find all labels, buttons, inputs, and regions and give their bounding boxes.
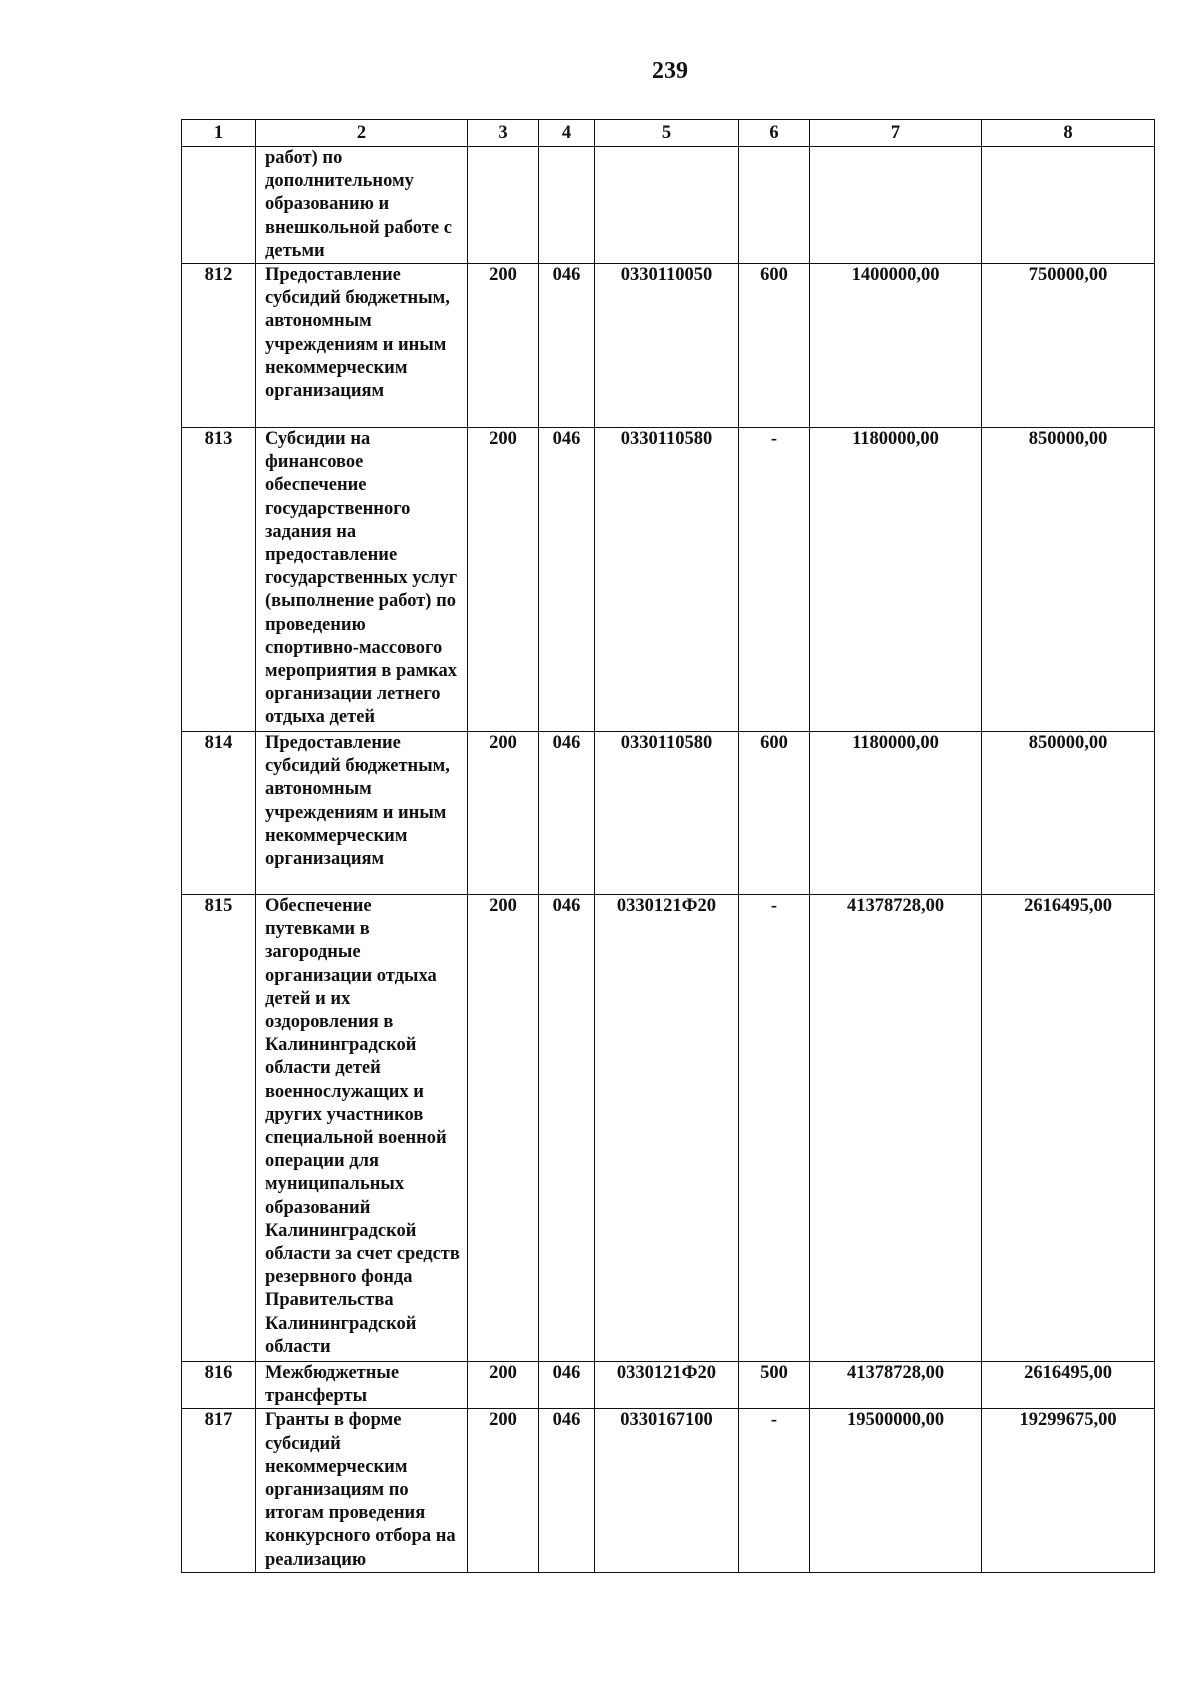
row-number: 815 (182, 895, 256, 1362)
table-row (182, 895, 1155, 1362)
row-col-4: 046 (539, 895, 595, 1362)
row-number: 813 (182, 428, 256, 732)
row-col-8 (982, 147, 1155, 264)
row-col-5: 0330167100 (595, 1409, 739, 1572)
row-col-6 (739, 147, 810, 264)
row-col-5: 0330121Ф20 (595, 1362, 739, 1409)
table-row (182, 428, 1155, 732)
row-col-7 (810, 147, 982, 264)
row-col-8: 2616495,00 (982, 1362, 1155, 1409)
header-col-5: 5 (595, 120, 739, 147)
header-col-8: 8 (982, 120, 1155, 147)
row-col-6: - (739, 895, 810, 1362)
table-row (182, 264, 1155, 428)
row-col-7: 1400000,00 (810, 264, 982, 428)
row-col-3: 200 (468, 895, 539, 1362)
row-col-3: 200 (468, 1362, 539, 1409)
row-col-3: 200 (468, 264, 539, 428)
row-col-5: 0330110580 (595, 732, 739, 895)
row-number: 817 (182, 1409, 256, 1572)
row-name: Субсидии на финансовое обеспечение государственного задания на предоставление государственных услуг (выполнение работ) по проведению спортивно-массового мероприятия в рамках организации летнего отдыха детей (256, 428, 468, 732)
header-col-2: 2 (256, 120, 468, 147)
row-col-4: 046 (539, 1362, 595, 1409)
budget-table (181, 119, 1155, 1573)
row-col-7: 1180000,00 (810, 428, 982, 732)
row-col-6: - (739, 428, 810, 732)
table-row (182, 1362, 1155, 1409)
row-col-7: 19500000,00 (810, 1409, 982, 1572)
row-col-4: 046 (539, 428, 595, 732)
row-number: 814 (182, 732, 256, 895)
row-name: Предоставление субсидий бюджетным, автономным учреждениям и иным некоммерческим организациям (256, 732, 468, 895)
header-col-7: 7 (810, 120, 982, 147)
header-col-1: 1 (182, 120, 256, 147)
row-col-8: 850000,00 (982, 732, 1155, 895)
row-col-5: 0330121Ф20 (595, 895, 739, 1362)
row-name: Гранты в форме субсидий некоммерческим организациям по итогам проведения конкурсного отбора на реализацию (256, 1409, 468, 1572)
row-col-6: 600 (739, 264, 810, 428)
row-col-3: 200 (468, 1409, 539, 1572)
page-number: 239 (652, 58, 688, 84)
row-col-4: 046 (539, 1409, 595, 1572)
row-col-3: 200 (468, 732, 539, 895)
row-col-7: 1180000,00 (810, 732, 982, 895)
row-col-6: - (739, 1409, 810, 1572)
row-col-3 (468, 147, 539, 264)
row-number: 816 (182, 1362, 256, 1409)
header-col-4: 4 (539, 120, 595, 147)
table-row (182, 1409, 1155, 1572)
row-number: 812 (182, 264, 256, 428)
row-col-5: 0330110580 (595, 428, 739, 732)
row-col-7: 41378728,00 (810, 1362, 982, 1409)
row-name: работ) по дополнительному образованию и внешкольной работе с детьми (256, 147, 468, 264)
header-col-6: 6 (739, 120, 810, 147)
row-name: Предоставление субсидий бюджетным, автономным учреждениям и иным некоммерческим организациям (256, 264, 468, 428)
header-row (182, 120, 1155, 147)
row-col-8: 750000,00 (982, 264, 1155, 428)
row-col-6: 500 (739, 1362, 810, 1409)
row-name: Обеспечение путевками в загородные организации отдыха детей и их оздоровления в Калининградской области детей военнослужащих и других участников специальной военной операции для муниципальных образований Калининградской области за счет средств резервного фонда Правительства Калининградской области (256, 895, 468, 1362)
row-col-8: 850000,00 (982, 428, 1155, 732)
row-col-4: 046 (539, 264, 595, 428)
row-col-3: 200 (468, 428, 539, 732)
table-row (182, 732, 1155, 895)
row-col-5 (595, 147, 739, 264)
row-col-4 (539, 147, 595, 264)
header-col-3: 3 (468, 120, 539, 147)
row-col-5: 0330110050 (595, 264, 739, 428)
row-col-4: 046 (539, 732, 595, 895)
row-col-8: 19299675,00 (982, 1409, 1155, 1572)
row-name: Межбюджетные трансферты (256, 1362, 468, 1409)
row-col-6: 600 (739, 732, 810, 895)
table-row (182, 147, 1155, 264)
row-col-7: 41378728,00 (810, 895, 982, 1362)
row-col-8: 2616495,00 (982, 895, 1155, 1362)
row-number (182, 147, 256, 264)
